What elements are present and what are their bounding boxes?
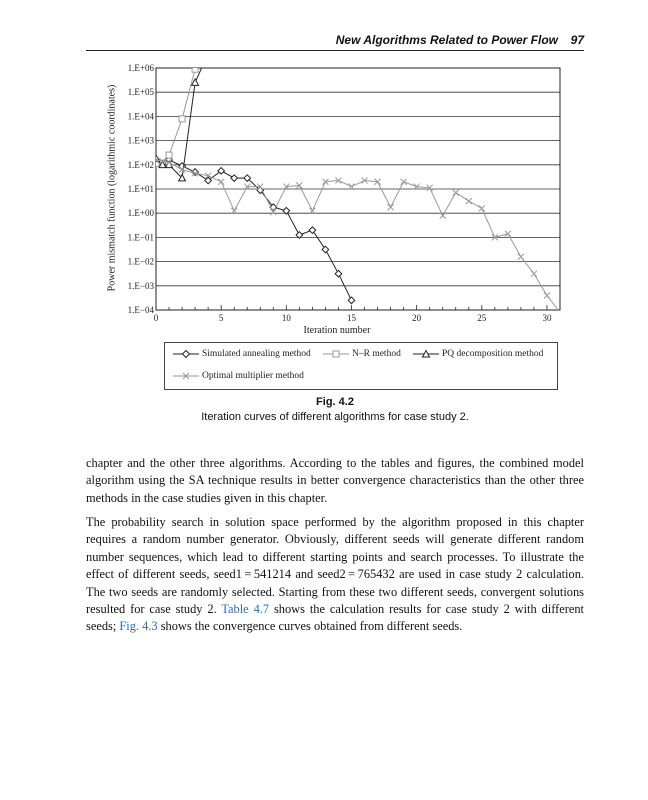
fig-4-3-link[interactable]: Fig. 4.3 [119, 619, 158, 634]
cross-marker-icon [173, 371, 199, 381]
square-marker-icon [323, 349, 349, 359]
data-point-square [166, 152, 172, 158]
y-tick-label: 1.E+01 [127, 184, 154, 194]
y-tick-label: 1.E+05 [127, 87, 154, 98]
iteration-chart [100, 60, 570, 322]
data-point-diamond [322, 246, 329, 253]
y-tick-label: 1.E−01 [127, 232, 154, 243]
data-point-diamond [309, 227, 316, 234]
legend-item-nr-method [323, 349, 401, 359]
series-line-3 [156, 160, 560, 312]
legend-label: Simulated annealing method [202, 349, 311, 359]
y-tick-label: 1.E+00 [127, 208, 154, 219]
legend-item-simulated-annealing [173, 349, 311, 359]
x-tick-label: 0 [153, 313, 159, 322]
legend-label: Optimal multiplier method [202, 371, 304, 381]
running-title: New Algorithms Related to Power Flow [335, 33, 558, 47]
data-point-cross [544, 292, 550, 298]
data-point-cross [388, 204, 394, 210]
y-tick-label: 1.E+06 [127, 63, 154, 73]
y-tick-label: 1.E+04 [127, 111, 154, 122]
paragraph-text: shows the calculation results for case study 2 with different seeds; [86, 602, 584, 634]
data-point-cross [466, 198, 472, 204]
data-point-diamond [231, 175, 238, 182]
y-tick-label: 1.E−03 [127, 280, 154, 291]
x-tick-label: 10 [281, 313, 291, 322]
x-tick-label: 25 [477, 313, 487, 322]
data-point-cross [453, 190, 459, 196]
data-point-cross [505, 231, 511, 237]
x-tick-label: 30 [542, 313, 552, 322]
body-paragraph-2 [86, 514, 584, 636]
y-tick-label: 1.E+02 [127, 159, 154, 170]
legend-label: N–R method [352, 349, 401, 359]
x-tick-label: 5 [218, 313, 224, 322]
y-tick-label: 1.E−04 [127, 305, 154, 315]
triangle-marker-icon [413, 349, 439, 359]
data-point-square [192, 66, 198, 72]
legend-item-optimal-multiplier [173, 371, 304, 381]
data-point-cross [518, 254, 524, 260]
body-paragraph-1: chapter and the other three algorithms. According to the tables and figures, the combined model algorithm using the SA technique results in better convergence characteristics than the other three methods in the case studies given in this chapter. [86, 456, 584, 505]
x-tick-label: 20 [412, 313, 422, 322]
figure-label: Fig. 4.2 [316, 396, 354, 408]
table-4-7-link[interactable]: Table 4.7 [221, 602, 270, 617]
series-line-1 [156, 60, 221, 164]
data-point-square [205, 60, 211, 64]
page-number: 97 [570, 33, 584, 47]
y-tick-label: 1.E−02 [127, 256, 154, 267]
x-tick-label: 15 [346, 313, 356, 322]
data-point-diamond [348, 297, 355, 304]
data-point-cross [531, 271, 537, 277]
legend-item-pq-decomposition [413, 349, 543, 359]
paragraph-text: shows the convergence curves obtained from different seeds. [160, 619, 463, 634]
data-point-diamond [192, 169, 199, 176]
diamond-marker-icon [173, 349, 199, 359]
data-point-cross [218, 179, 224, 185]
page-header [86, 34, 584, 51]
paragraph-text: The probability search in solution space performed by the algorithm proposed in this chapter requires a random number generator. Obviously, different seeds will generate different random number sequences, which lead to different starting points and search processes. To illustrate the effect of different seeds, seed1 = 541214 and seed2 = 765432 are used in case study 2 calculation. The two seeds are randomly selected. Starting from these two different seeds, convergent solutions resulted for case study 2. [86, 515, 584, 617]
data-point-cross [401, 179, 407, 185]
data-point-diamond [335, 270, 342, 277]
chart-x-axis-label: Iteration number [303, 325, 371, 336]
chart-y-axis-label: Power mismatch function (logarithmic coordinates) [106, 84, 118, 292]
chart-legend [164, 342, 558, 390]
data-point-cross [479, 205, 485, 211]
y-tick-label: 1.E+03 [127, 135, 154, 146]
figure-caption: Iteration curves of different algorithms for case study 2. [201, 411, 469, 423]
legend-label: PQ decomposition method [442, 349, 544, 359]
data-point-square [179, 116, 185, 122]
plot-area [153, 60, 563, 315]
